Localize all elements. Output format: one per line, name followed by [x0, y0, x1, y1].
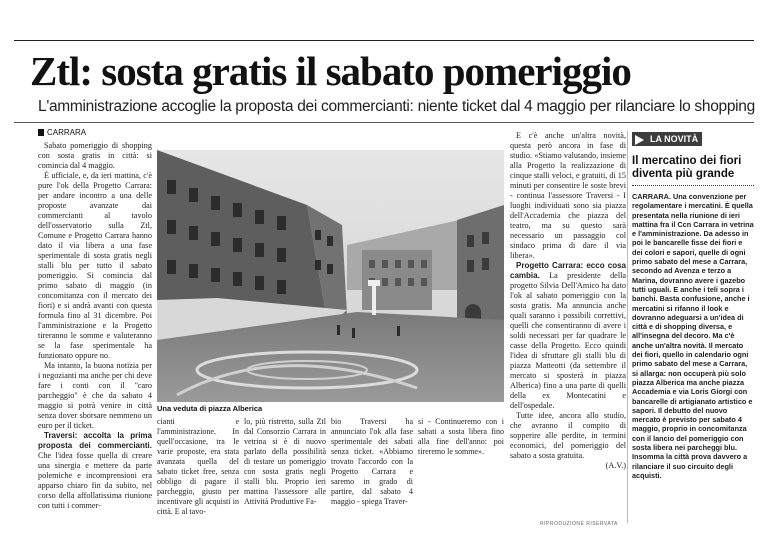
article-bottom-column-4: si - Continueremo con i sabati a sosta libera fino alla fine dell'anno: poi tireremo le somme».: [418, 417, 504, 456]
paragraph: E c'è anche un'altra novità, questa però ancora in fase di studio. «Stiamo valutando, insieme alla Progetto la realizzazione di cinque stalli veloci, e gratuiti, di 15 minuti per consentire le soste brevi - continua l'assessore Traversi - I luoghi individuati sono sia piazza dell'Accademia che piazza del teatro, ma su questo sarà necessario un passaggio col sindaco prima di dare il via libera».: [510, 131, 626, 260]
subtitle-rule: [14, 122, 754, 123]
author-initials: (A.V.): [605, 461, 626, 470]
sidebar-rule: [632, 185, 754, 186]
sidebar-tag-label: LA NOVITÀ: [650, 134, 699, 144]
sidebar-box: [632, 129, 754, 529]
top-rule: [14, 40, 754, 41]
sidebar-divider: [627, 131, 628, 523]
article-bottom-column-3: bio Traversi ha annunciato l'ok alla fase sperimentale dei sabati senza ticket. «Abbiamo trovato l'accordo con la Progetto Carrara e saremo in grado di partire, dal sabato 4 maggio - spiega Traver-: [331, 417, 413, 506]
page-subtitle: L'amministrazione accoglie la proposta dei commercianti: niente ticket dal 4 maggio per rilanciare lo shopping: [38, 98, 755, 115]
arrow-right-icon: [635, 135, 644, 145]
piazza-illustration: [157, 150, 504, 402]
section-tag: [38, 128, 86, 137]
section-tag-label: CARRARA: [47, 128, 87, 137]
page-headline: Ztl: sosta gratis il sabato pomeriggio: [30, 48, 631, 94]
article-bottom-column-2: lo, più ristretto, sulla Ztl dal Consorzio Carrara in vetrina si è di nuovo parlato della possibilità di testare un pomeriggio con sosta gratis negli stalli blu. Proprio ieri mattina l'assessore alle Attività Produttive Fa-: [244, 417, 326, 506]
paragraph-body: Che l'idea fosse quella di creare una sinergia e mettere da parte polemiche e incomprensioni era apparso chiaro fin da subito, nel corso della affollatissima riunione con tutti i commer-: [38, 451, 152, 510]
paragraph-lead: Progetto Carrara: ecco cosa cambia.: [510, 261, 626, 280]
paragraph: Tutte idee, ancora allo studio, che avranno il compito di sopperire alle perdite, in termini economici, del pomeriggio del sabato a sosta gratuita.: [510, 411, 626, 460]
article-bottom-column-1: cianti e l'amministrazione. In quell'occasione, tra le varie proposte, era stata avanzata quella del sabato ticket free, senza obbligo di pagare il parcheggio, giusto per incentivare gli acquisti in città. E al tavo-: [157, 417, 239, 516]
paragraph: [38, 431, 152, 511]
paragraph-lead: Traversi: accolta la prima proposta dei commercianti.: [38, 431, 152, 450]
copyright-notice: RIPRODUZIONE RISERVATA: [540, 521, 618, 527]
photo-caption: Una veduta di piazza Alberica: [157, 404, 263, 413]
sidebar-title: Il mercatino dei fiori diventa più grande: [632, 155, 742, 180]
section-tag-marker: [38, 129, 44, 136]
paragraph: Ma intanto, la buona notizia per i negozianti ma anche per chi deve fare i conti con il "caro parcheggio" è che da sabato 4 maggio si potrà venire in città senza dover sborsare nemmeno un euro per il ticket.: [38, 361, 152, 430]
paragraph: È ufficiale, e, da ieri mattina, c'è pure l'ok della Progetto Carrara: per andare incontro a una delle proposte avanzate dai commercianti al tavolo dell'osservatorio sulla Ztl, Comune e Progetto Carrara hanno dato il via libera a una fase sperimentale di sosta gratis negli stalli blu per tutto il sabato pomeriggio. Si comincia dal primo sabato di maggio (in concomitanza con il mercato dei fiori) e si andrà avanti con questa formula fino al 31 dicembre. Poi l'amministrazione e la Progetto tireranno le somme e valuteranno se la fase sperimentale ha funzionato oppure no.: [38, 171, 152, 360]
article-column-1: [38, 141, 152, 519]
sidebar-text: CARRARA. Una convenzione per regolamentare i mercatini. È quella presentata nella riunione di ieri mattina fra il Ccn Carrara in vetrina e l'amministrazione. Da adesso in poi le bancarelle fisse dei fiori e dei colori e sapori, quelle di ogni primo sabato del mese a Carrara, secondo ad Avenza e terzo a Marina, dovranno avere i gazebo tutti uguali. E anche i teli sopra i banchi. Basta confusione, anche i mercatini si rifanno il look e dovranno adeguarsi a un'idea di città e di shopping diversa, e all'insegna del decoro. Ma c'è anche un'altra novità. Il mercato dei fiori, quello in calendario ogni primo sabato del mese a Carrara, si allarga: non occuperà più solo piazza Alberica ma anche piazza Accademia e via Loris Giorgi con bancarelle di artigianato artistico e sapori. Il debutto del nuovo mercato è previsto per sabato 4 maggio, proprio in concomitanza con il lancio del pomeriggio con sosta libera nei parcheggi blu. Insomma la città prova davvero a rilanciare il suo circuito degli acquisti.: [632, 192, 754, 480]
paragraph: Sabato pomeriggio di shopping con sosta gratis in città: si comincia dal 4 maggio.: [38, 141, 152, 170]
sidebar-tag: [632, 132, 702, 146]
piazza-photo: [157, 150, 504, 402]
article-column-3: [510, 131, 626, 521]
paragraph: [510, 261, 626, 411]
paragraph-body: La presidente della progetto Silvia Dell'Amico ha dato l'ok al sabato pomeriggio con la sosta gratis. Ma annuncia anche quali saranno i possibili correttivi, quelli che consentiranno di avere i soldi necessari per far quadrare le casse della Progetto. Ecco quindi l'idea di sfruttare gli stalli blu di piazza Matteotti (da settembre il mercato si sposterà in piazza Alberica) fino a una parte di quelli della ex Montecatini e dell'ospedale.: [510, 271, 626, 410]
